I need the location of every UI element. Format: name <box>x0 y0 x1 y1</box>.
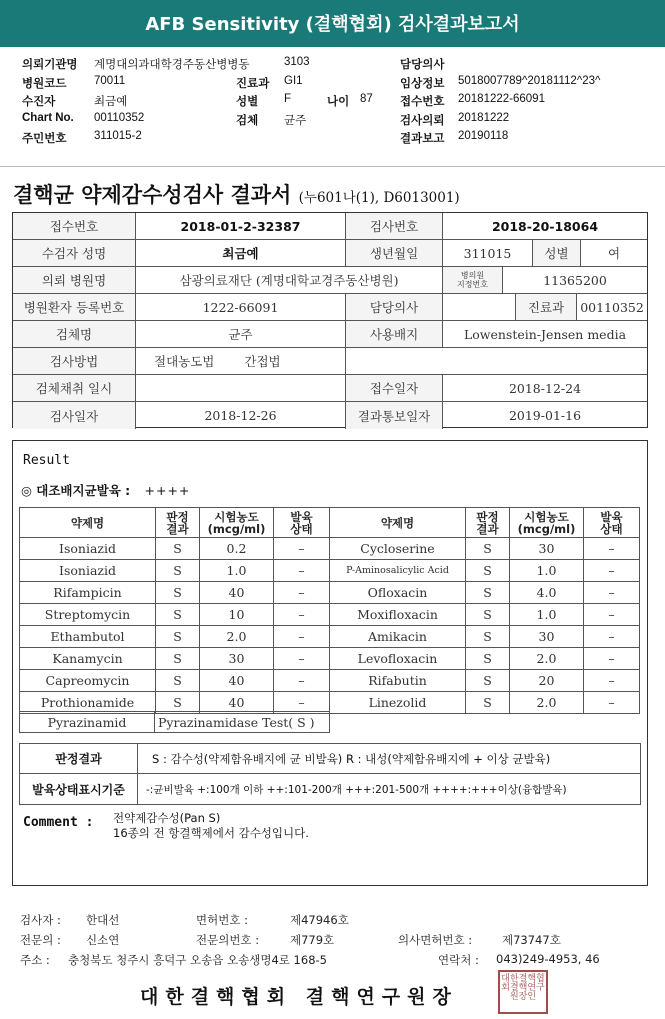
report-value: 20190118 <box>458 130 509 142</box>
col-drug-right: 약제명 <box>330 508 466 538</box>
drug-result: S <box>466 692 510 714</box>
test-no-label: 검사번호 <box>346 213 443 239</box>
comment-line-2: 16종의 전 항결핵제에서 감수성입니다. <box>113 826 309 840</box>
drug-name: Kanamycin <box>20 648 156 670</box>
control-growth <box>21 481 190 499</box>
organization-name: 대한결핵협회 결핵연구원장 <box>140 986 458 1008</box>
receipt-no-value: 2018-01-2-32387 <box>136 213 346 239</box>
contact-label: 연락처 : <box>438 953 479 967</box>
dept-value: 00110352 <box>580 299 644 315</box>
legend-box <box>19 743 641 805</box>
medium-value: Lowenstein-Jensen media <box>463 326 627 342</box>
specimen-label: 검체 <box>236 114 259 127</box>
patient-label: 수진자 <box>22 96 56 108</box>
receipt-no-value: 20181222-66091 <box>458 93 545 105</box>
drug-name: Linezolid <box>330 692 466 714</box>
legend-judge-label: 판정결과 <box>20 744 138 773</box>
specimen-label: 검체명 <box>13 321 136 347</box>
col-conc-right <box>510 508 584 538</box>
drug-conc: 4.0 <box>510 582 584 604</box>
drug-name: Ofloxacin <box>330 582 466 604</box>
legend-growth-value: -:균비발육 +:100개 이하 ++:101-200개 +++:201-500개 ++++:+++이상(융합발육) <box>146 783 567 796</box>
col-judge-right <box>466 508 510 538</box>
report-banner: AFB Sensitivity (결핵협회) 검사결과보고서 <box>0 0 665 47</box>
hospital-label: 의뢰 병원명 <box>13 267 136 293</box>
drug-growth: – <box>274 538 330 560</box>
specialist-label: 전문의 : <box>20 933 61 947</box>
comment-label: Comment : <box>23 815 94 830</box>
age-value: 87 <box>360 93 373 105</box>
drug-conc: 20 <box>510 670 584 692</box>
legend-judge-value: S : 감수성(약제함유배지에 균 비발육) R : 내성(약제함유배지에 + 이상 균발육) <box>152 751 551 766</box>
contact-value: 043)249-4953, 46 <box>496 952 600 966</box>
drug-growth: – <box>274 626 330 648</box>
pyrazinamide-value: Pyrazinamidase Test( S ) <box>154 711 330 733</box>
drug-growth: – <box>584 538 640 560</box>
clinical-value: 5018007789^20181112^23^ <box>458 74 601 87</box>
drug-conc: 1.0 <box>200 560 274 582</box>
divider <box>0 166 665 167</box>
drug-name: Rifabutin <box>330 670 466 692</box>
patient-name-label: 수검자 성명 <box>13 240 136 266</box>
patient-info-table <box>12 212 648 428</box>
dept-label: 진료과 <box>236 77 270 90</box>
address-value: 충청북도 청주시 흥덕구 오송읍 오송생명4로 168-5 <box>68 953 327 967</box>
col-judge <box>156 508 200 538</box>
drug-result: S <box>156 670 200 692</box>
control-growth-label: ◎ 대조배지균발육 : <box>21 483 131 498</box>
table-row <box>20 604 640 626</box>
col-judge-2: 결과 <box>166 521 189 536</box>
birth-label: 생년월일 <box>346 240 443 266</box>
drug-result: S <box>466 538 510 560</box>
hospital-value: 삼광의료재단 (계명대학교경주동산병원) <box>136 267 443 293</box>
report-subtitle: (누601나(1), D6013001) <box>298 190 460 206</box>
report-title-text: 결핵균 약제감수성검사 결과서 <box>13 182 292 207</box>
drug-name: Capreomycin <box>20 670 156 692</box>
drug-growth: – <box>274 604 330 626</box>
method-value-1: 절대농도법 <box>154 354 215 369</box>
drug-table-body <box>20 538 640 714</box>
table-row <box>20 582 640 604</box>
dept-value: GI1 <box>284 74 303 87</box>
drug-growth: – <box>584 626 640 648</box>
drug-growth: – <box>274 560 330 582</box>
specialist-value: 신소연 <box>86 933 120 947</box>
col-judge-1: 판정 <box>166 509 189 524</box>
footer <box>20 910 650 970</box>
drug-result: S <box>156 604 200 626</box>
table-row <box>20 560 640 582</box>
col-growth <box>274 508 330 538</box>
drug-growth: – <box>274 670 330 692</box>
test-date-value: 2018-12-26 <box>136 402 346 429</box>
drug-conc: 40 <box>200 582 274 604</box>
request-value: 20181222 <box>458 111 510 124</box>
drug-name: Levofloxacin <box>330 648 466 670</box>
drug-table <box>19 507 640 714</box>
drug-name: P-Aminosalicylic Acid <box>330 560 466 582</box>
drug-name: Isoniazid <box>20 538 156 560</box>
drug-conc: 1.0 <box>510 560 584 582</box>
specialist-no-label: 전문의번호 : <box>196 933 260 947</box>
method-value <box>136 348 346 374</box>
drug-conc: 2.0 <box>510 648 584 670</box>
tester-label: 검사자 : <box>20 913 61 927</box>
col-conc-2: (mcg/ml) <box>207 521 266 536</box>
request-label: 검사의뢰 <box>400 114 445 127</box>
drug-growth: – <box>584 560 640 582</box>
drug-conc: 30 <box>510 538 584 560</box>
drug-result: S <box>156 692 200 714</box>
drug-result: S <box>466 560 510 582</box>
resident-value: 311015-2 <box>94 130 142 142</box>
drug-result: S <box>156 648 200 670</box>
drug-name: Prothionamide <box>20 692 156 714</box>
drug-growth: – <box>584 692 640 714</box>
col-conc-right-1: 시험농도 <box>524 509 569 524</box>
license-value: 제47946호 <box>290 913 349 927</box>
col-judge-right-2: 결과 <box>476 521 499 536</box>
drug-conc: 1.0 <box>510 604 584 626</box>
col-conc-right-2: (mcg/ml) <box>517 521 576 536</box>
receipt-no-label: 접수번호 <box>400 96 445 108</box>
sex-value: F <box>284 93 292 105</box>
col-drug: 약제명 <box>20 508 156 538</box>
drug-growth: – <box>584 604 640 626</box>
request-info <box>22 54 652 147</box>
receipt-date-value: 2018-12-24 <box>508 380 582 396</box>
table-row <box>20 538 640 560</box>
clinical-label: 임상정보 <box>400 77 445 90</box>
result-section <box>12 440 648 886</box>
comment <box>23 811 309 840</box>
tester-value: 한대선 <box>86 913 120 927</box>
result-heading: Result <box>23 453 70 468</box>
drug-conc: 30 <box>200 648 274 670</box>
receipt-date-label: 접수일자 <box>346 375 443 401</box>
drug-result: S <box>466 604 510 626</box>
hospital-code-label: 병원코드 <box>22 77 67 90</box>
col-growth-2: 상태 <box>290 521 313 536</box>
notify-date-value: 2019-01-16 <box>508 408 582 423</box>
method-blank <box>346 348 647 374</box>
comment-line-1: 전약제감수성(Pan S) <box>113 811 221 825</box>
specialist-no-value: 제779호 <box>290 933 335 947</box>
test-date-label: 검사일자 <box>13 402 136 429</box>
drug-name: Ethambutol <box>20 626 156 648</box>
legend-judge-row <box>20 744 640 774</box>
doctor-license-label: 의사면허번호 : <box>398 933 473 947</box>
drug-growth: – <box>274 648 330 670</box>
designated-label-2: 지정번호 <box>457 280 488 289</box>
drug-growth: – <box>584 648 640 670</box>
drug-result: S <box>466 670 510 692</box>
resident-label: 주민번호 <box>22 133 67 145</box>
sex-value: 여 <box>607 246 621 261</box>
drug-result: S <box>156 626 200 648</box>
drug-conc: 10 <box>200 604 274 626</box>
reg-no-value: 1222-66091 <box>136 294 346 320</box>
drug-name: Streptomycin <box>20 604 156 626</box>
patient-value: 최금예 <box>94 96 128 108</box>
specimen-value: 균주 <box>284 114 307 127</box>
drug-conc: 2.0 <box>200 626 274 648</box>
drug-conc: 0.2 <box>200 538 274 560</box>
drug-result: S <box>156 538 200 560</box>
sex-label: 성별 <box>236 96 259 108</box>
drug-result: S <box>466 582 510 604</box>
col-judge-right-1: 판정 <box>476 509 499 524</box>
license-label: 면허번호 : <box>196 913 248 927</box>
specimen-value: 균주 <box>136 321 346 347</box>
drug-conc: 40 <box>200 692 274 714</box>
drug-conc: 30 <box>510 626 584 648</box>
drug-name: Moxifloxacin <box>330 604 466 626</box>
chart-value: 00110352 <box>94 111 145 124</box>
col-growth-right-1: 발육 <box>600 509 623 524</box>
comment-text <box>113 811 309 841</box>
doctor-label: 담당의사 <box>346 294 443 320</box>
drug-growth: – <box>274 582 330 604</box>
legend-growth-label: 발육상태표시기준 <box>20 774 138 804</box>
legend-growth-row <box>20 774 640 804</box>
control-growth-value: ++++ <box>144 483 191 498</box>
drug-result: S <box>466 626 510 648</box>
drug-result: S <box>466 648 510 670</box>
doctor-license-value: 제73747호 <box>502 933 561 947</box>
chart-label: Chart No. <box>22 111 74 124</box>
notify-date-label: 결과통보일자 <box>346 402 443 429</box>
report-title <box>13 179 460 209</box>
drug-name: Amikacin <box>330 626 466 648</box>
table-row <box>20 648 640 670</box>
designated-label-1: 병의원 <box>460 271 485 280</box>
institution-label: 의뢰기관명 <box>22 59 78 71</box>
designated-value: 11365200 <box>543 272 607 288</box>
collection-label: 검체채취 일시 <box>13 375 136 401</box>
table-row <box>20 626 640 648</box>
col-growth-1: 발육 <box>290 509 313 524</box>
drug-conc: 40 <box>200 670 274 692</box>
test-no-value: 2018-20-18064 <box>491 218 599 234</box>
drug-result: S <box>156 560 200 582</box>
drug-result: S <box>156 582 200 604</box>
age-label: 나이 <box>327 96 350 108</box>
method-label: 검사방법 <box>13 348 136 374</box>
ward-value: 3103 <box>284 56 310 68</box>
collection-value <box>136 375 346 401</box>
doctor-label: 담당의사 <box>400 59 445 71</box>
address-label: 주소 : <box>20 953 50 967</box>
drug-growth: – <box>584 582 640 604</box>
reg-no-label: 병원환자 등록번호 <box>13 294 136 320</box>
col-conc <box>200 508 274 538</box>
hospital-code-value: 70011 <box>94 74 126 87</box>
patient-name-value: 최금예 <box>136 240 346 266</box>
pyrazinamide-name: Pyrazinamid <box>19 711 155 733</box>
birth-value: 311015 <box>443 240 533 266</box>
drug-name: Cycloserine <box>330 538 466 560</box>
designated-label <box>443 267 503 293</box>
col-growth-right-2: 상태 <box>600 521 623 536</box>
institution-value: 계명대의과대학경주동산병병동 <box>94 59 250 71</box>
method-value-2: 간접법 <box>244 354 281 369</box>
drug-table-header <box>20 508 640 538</box>
table-row <box>20 670 640 692</box>
dept-label: 진료과 <box>516 294 577 320</box>
drug-growth: – <box>274 692 330 714</box>
col-growth-right <box>584 508 640 538</box>
drug-name: Rifampicin <box>20 582 156 604</box>
drug-name: Isoniazid <box>20 560 156 582</box>
medium-label: 사용배지 <box>346 321 443 347</box>
official-seal: 대한결핵협회결핵연구원장인 <box>498 970 548 1014</box>
drug-conc: 2.0 <box>510 692 584 714</box>
doctor-value <box>443 294 516 320</box>
col-conc-1: 시험농도 <box>214 509 259 524</box>
drug-growth: – <box>584 670 640 692</box>
sex-label: 성별 <box>533 240 581 266</box>
receipt-no-label: 접수번호 <box>13 213 136 239</box>
report-label: 결과보고 <box>400 133 445 145</box>
